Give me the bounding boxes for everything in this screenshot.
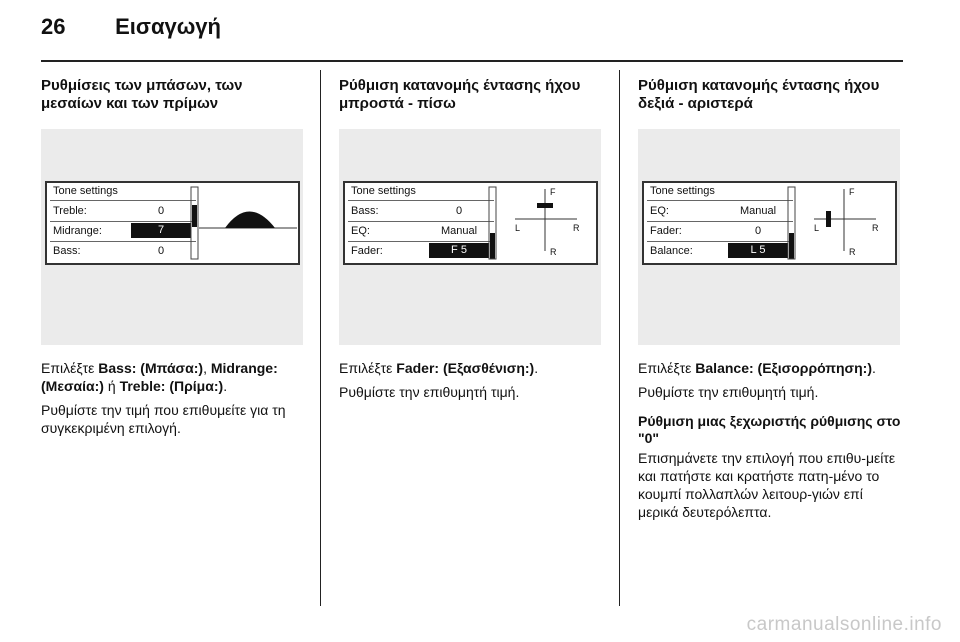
tone-settings-screen [45, 181, 300, 265]
row-label: Bass: [351, 205, 379, 217]
row-value: 0 [157, 205, 165, 217]
level-bar [192, 205, 197, 227]
divider [50, 221, 196, 222]
row-label: Bass: [53, 245, 81, 257]
row-label: Fader: [650, 225, 682, 237]
row-label: Treble: [53, 205, 87, 217]
page-title: Εισαγωγή [115, 14, 221, 39]
screen-row-balance [648, 243, 788, 259]
divider [647, 241, 793, 242]
divider [50, 200, 196, 201]
screen-row-bass [51, 243, 191, 259]
compass-bottom-label: R [849, 247, 856, 257]
compass-left-label: L [814, 223, 820, 233]
row-label: EQ: [650, 205, 669, 217]
row-label: Midrange: [53, 225, 102, 237]
screen-row-bass [349, 203, 489, 219]
text-run: . [223, 378, 228, 394]
row-value: F 5 [429, 243, 489, 258]
instruction-text [638, 359, 904, 377]
treble-option-label: Treble: (Πρίμα:) [119, 378, 224, 394]
level-bar [490, 233, 495, 259]
bass-option-label: Bass: (Μπάσα:) [98, 360, 204, 376]
tone-settings-screen [642, 181, 897, 265]
fader-balance-graphic [485, 183, 597, 263]
balance-marker-icon [826, 211, 831, 227]
screen-title: Tone settings [351, 185, 416, 197]
divider [348, 241, 494, 242]
row-value: 7 [131, 223, 191, 238]
text-run: Επιλέξτε [638, 360, 696, 376]
divider [50, 241, 196, 242]
instruction-text: Ρυθμίστε την επιθυμητή τιμή. [339, 384, 520, 400]
divider [348, 200, 494, 201]
row-label: EQ: [351, 225, 370, 237]
text-run: . [872, 360, 876, 376]
text-run: ή [103, 378, 120, 394]
text-run: , [203, 360, 211, 376]
tone-settings-figure [638, 129, 900, 345]
compass-right-label: R [872, 223, 879, 233]
tone-settings-figure [41, 129, 303, 345]
compass-top-label: F [550, 187, 556, 197]
page-number: 26 [41, 14, 66, 39]
header-rule [41, 60, 903, 62]
midrange-option-label: Midrange: (Μεσαία:) [41, 360, 278, 394]
midrange-curve-graphic [187, 183, 299, 263]
instruction-text [339, 359, 605, 377]
section-heading: Ρυθμίσεις των μπάσων, των μεσαίων και των πρίμων [41, 77, 243, 112]
level-bar [789, 233, 794, 259]
compass-top-label: F [849, 187, 855, 197]
divider [647, 221, 793, 222]
screen-title: Tone settings [53, 185, 118, 197]
instruction-text [41, 359, 307, 395]
section-tone-bass-mid-treble [41, 77, 307, 437]
screen-row-midrange [51, 223, 191, 239]
section-heading: Ρύθμιση κατανομής έντασης ήχου δεξιά - αριστερά [638, 77, 880, 112]
fader-marker-icon [537, 203, 553, 208]
screen-row-eq [349, 223, 489, 239]
divider [348, 221, 494, 222]
screen-row-fader [349, 243, 489, 259]
column-divider [619, 70, 620, 606]
row-value: 0 [157, 245, 165, 257]
watermark: carmanualsonline.info [746, 614, 942, 635]
tone-settings-screen [343, 181, 598, 265]
row-value: 0 [754, 225, 762, 237]
section-fader [339, 77, 605, 401]
page-header [41, 14, 221, 40]
screen-row-fader [648, 223, 788, 239]
compass-right-label: R [573, 223, 580, 233]
screen-row-eq [648, 203, 788, 219]
section-heading: Ρύθμιση κατανομής έντασης ήχου μπροστά - πίσω [339, 77, 581, 112]
row-value: Manual [739, 205, 777, 217]
screen-row-treble [51, 203, 191, 219]
eq-curve-icon [225, 212, 275, 229]
text-run: Επιλέξτε [41, 360, 99, 376]
divider [647, 200, 793, 201]
row-value: 0 [455, 205, 463, 217]
instruction-text: Ρυθμίστε την επιθυμητή τιμή. [638, 384, 819, 400]
fader-balance-graphic [784, 183, 896, 263]
column-divider [320, 70, 321, 606]
row-value: L 5 [728, 243, 788, 258]
row-label: Balance: [650, 245, 693, 257]
compass-left-label: L [515, 223, 521, 233]
fader-option-label: Fader: (Εξασθένιση:) [396, 360, 535, 376]
subsection-heading: Ρύθμιση μιας ξεχωριστής ρύθμισης στο "0" [638, 413, 901, 446]
screen-title: Tone settings [650, 185, 715, 197]
instruction-text: Ρυθμίστε την τιμή που επιθυμείτε για τη συγκεκριμένη επιλογή. [41, 402, 286, 436]
compass-bottom-label: R [550, 247, 557, 257]
row-value: Manual [440, 225, 478, 237]
tone-settings-figure [339, 129, 601, 345]
text-run: Επιλέξτε [339, 360, 397, 376]
row-label: Fader: [351, 245, 383, 257]
section-balance [638, 77, 904, 521]
text-run: . [534, 360, 539, 376]
balance-option-label: Balance: (Εξισορρόπηση:) [695, 360, 872, 376]
instruction-text: Επισημάνετε την επιλογή που επιθυ-μείτε και πατήστε και κρατήστε πατη-μένο το κουμπί πολλαπλών λειτουρ-γιών επί μερικά δευτερόλεπτα. [638, 450, 896, 520]
